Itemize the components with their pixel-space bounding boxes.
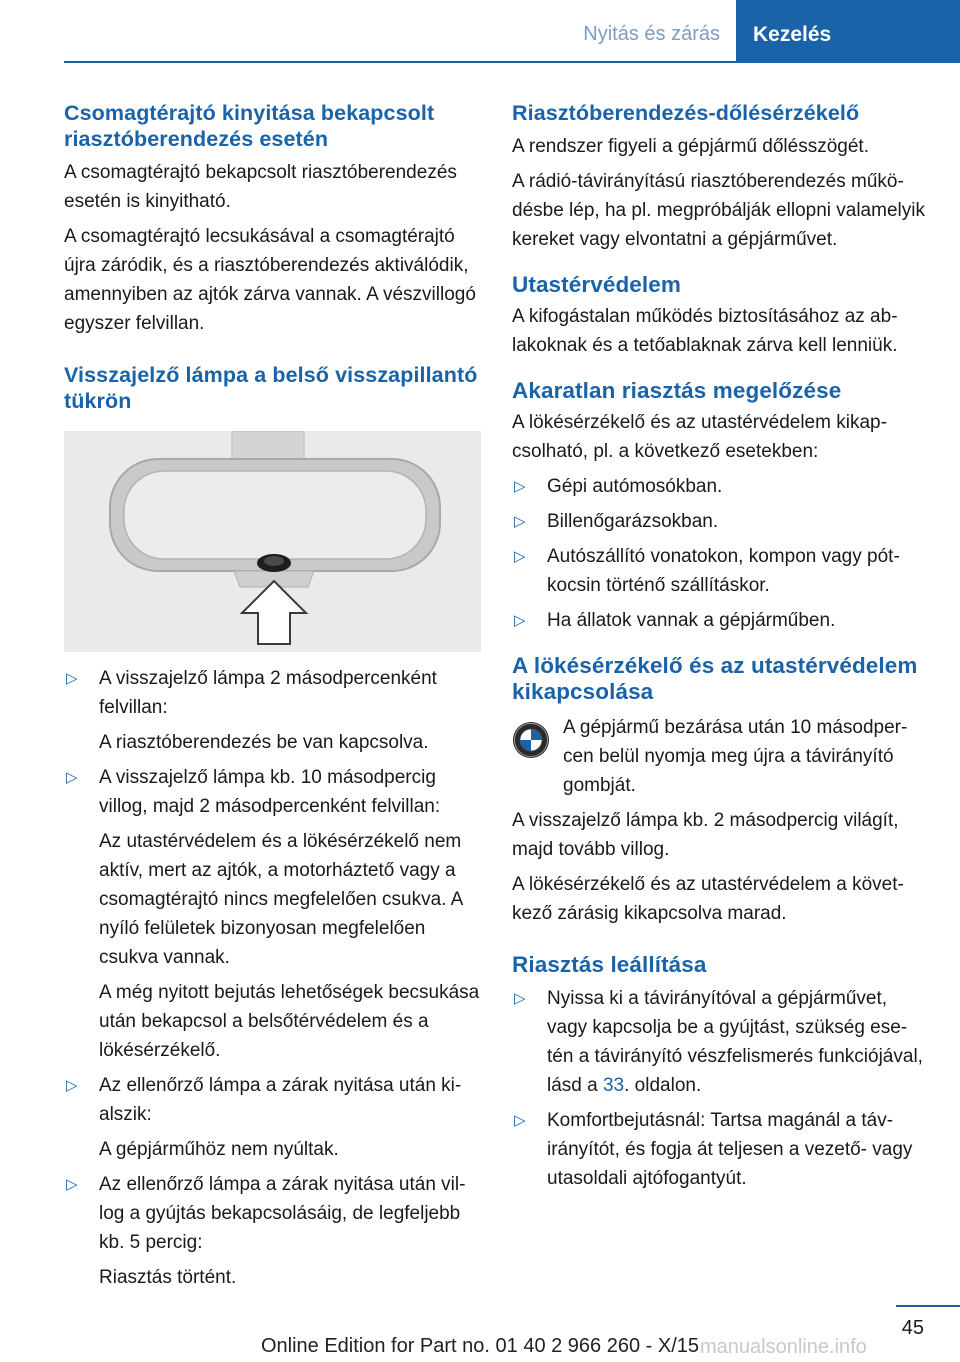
section-title-stop-alarm: Riasztás leállítása [512, 952, 707, 977]
list-item [64, 664, 481, 757]
section-title-deactivation: A lökésérzékelő és az utastérvédelem kikapcsolása [512, 653, 918, 704]
header-rule [64, 61, 960, 63]
section-title-tilt-sensor: Riasztóberendezés-dőlésérzékelő [512, 101, 860, 125]
bmw-logo-icon [512, 721, 550, 759]
list-item-text: Billenőgarázsokban. [547, 511, 719, 532]
bullet-marker: ▷ [514, 612, 526, 629]
header-section-title: Nyitás és zárás [560, 0, 736, 61]
list-item-detail: A riasztóberendezés be van kapcsolva. [99, 732, 429, 753]
section-title-mirror-indicator: Visszajelző lámpa a belső visszapillantó tükrön [64, 363, 478, 413]
paragraph: A lökésérzékelő és az utastérvédelem kikapcsolható, pl. a következő esetekben: [512, 412, 887, 462]
bullet-marker: ▷ [514, 478, 526, 495]
list-item [512, 472, 926, 501]
header-chapter-tab: Kezelés [736, 0, 960, 61]
paragraph: A rendszer figyeli a gépjármű dőlésszögét. [512, 136, 869, 157]
page-link[interactable]: 33 [602, 1075, 625, 1096]
list-item-detail: A gépjárműhöz nem nyúltak. [99, 1139, 339, 1160]
paragraph: A lökésérzékelő és az utastérvédelem a következő zárásig kikapcsolva marad. [512, 874, 904, 924]
list-item-text: Autószállító vonatokon, kompon vagy pótkocsin történő szállításkor. [547, 546, 900, 596]
page-number-rule [896, 1305, 960, 1307]
bullet-marker: ▷ [66, 1176, 78, 1193]
section-title-interior-protection: Utastérvédelem [512, 272, 681, 297]
list-item [64, 1071, 481, 1164]
paragraph: A rádió-távirányítású riasztóberendezés működésbe lép, ha pl. megpróbálják ellopni valamelyik kereket vagy elvontatni a gépjárművet. [512, 171, 925, 250]
list-item [512, 1106, 926, 1193]
list-item-text: Az ellenőrző lámpa a zárak nyitása után villog a gyújtás bekapcsolásáig, de legfeljebb kb. 5 percig: [99, 1174, 466, 1253]
watermark: manualsonline.info [700, 1336, 867, 1358]
section-title-trunk-opening: Csomagtérajtó kinyitása bekapcsolt riasztóberendezés esetén [64, 101, 435, 151]
list-item [64, 763, 481, 1065]
section-title-false-alarm: Akaratlan riasztás megelőzése [512, 378, 842, 403]
list-item [512, 542, 926, 600]
bullet-marker: ▷ [66, 670, 78, 687]
list-item-detail: A még nyitott bejutás lehetőségek becsukása után bekapcsol a belsőtérvédelem és a lökésérzékelő. [99, 982, 480, 1061]
bullet-marker: ▷ [514, 548, 526, 565]
list-item-text: . oldalon. [624, 1075, 702, 1096]
stop-alarm-bullet-list [512, 984, 926, 1193]
mirror-figure [64, 431, 481, 652]
indicator-bullet-list [64, 664, 481, 1292]
left-column [64, 100, 481, 1292]
list-item [512, 984, 926, 1100]
rear-view-mirror-icon [64, 431, 481, 652]
list-item [512, 606, 926, 635]
bullet-marker: ▷ [514, 1112, 526, 1129]
list-item-text: Komfortbejutásnál: Tartsa magánál a távirányítót, és fogja át teljesen a vezető- vagy utasoldali ajtófogantyút. [547, 1110, 913, 1189]
list-item-text: A visszajelző lámpa kb. 10 másodpercig villog, majd 2 másodpercenként felvillan: [99, 767, 441, 817]
logo-paragraph [512, 713, 926, 800]
paragraph: A kifogástalan működés biztosításához az ablakoknak és a tetőablaknak zárva kell lenniük. [512, 306, 898, 356]
paragraph: A csomagtérajtó bekapcsolt riasztóberendezés esetén is kinyitható. [64, 162, 457, 212]
list-item-detail: Az utastérvédelem és a lökésérzékelő nem aktív, mert az ajtók, a motorháztető vagy a csomagtérajtó nincs megfelelően csukva. A nyíló felületek bizonyosan megfelelően csukva vannak. [99, 831, 463, 968]
page-number: 45 [901, 1317, 924, 1339]
bullet-marker: ▷ [66, 769, 78, 786]
list-item-text: Ha állatok vannak a gépjárműben. [547, 610, 836, 631]
list-item-text: A visszajelző lámpa 2 másodpercenként felvillan: [99, 668, 437, 718]
list-item-detail: Riasztás történt. [99, 1267, 237, 1288]
bullet-marker: ▷ [514, 513, 526, 530]
footer-edition: Online Edition for Part no. 01 40 2 966 260 - X/15 [260, 1335, 700, 1357]
bullet-marker: ▷ [66, 1077, 78, 1094]
false-alarm-bullet-list [512, 472, 926, 635]
paragraph: A csomagtérajtó lecsukásával a csomagtérajtó újra záródik, és a riasztóberendezés aktiválódik, amennyiben az ajtók zárva vannak. A vészvillogó egyszer felvillan. [64, 226, 476, 334]
right-column [512, 100, 926, 1193]
bullet-marker: ▷ [514, 990, 526, 1007]
list-item-text: Az ellenőrző lámpa a zárak nyitása után kialszik: [99, 1075, 462, 1125]
list-item-text: Gépi autómosókban. [547, 476, 723, 497]
list-item [512, 507, 926, 536]
paragraph: A visszajelző lámpa kb. 2 másodpercig világít, majd tovább villog. [512, 810, 899, 860]
list-item [64, 1170, 481, 1292]
paragraph: A gépjármű bezárása után 10 másodpercen belül nyomja meg újra a távirányító gombját. [563, 717, 908, 796]
list-item-text: Nyissa ki a távirányítóval a gépjárművet, vagy kapcsolja be a gyújtást, szükség esetén a távirányító vészfelismerés funkciójával, lásd a [547, 988, 923, 1096]
